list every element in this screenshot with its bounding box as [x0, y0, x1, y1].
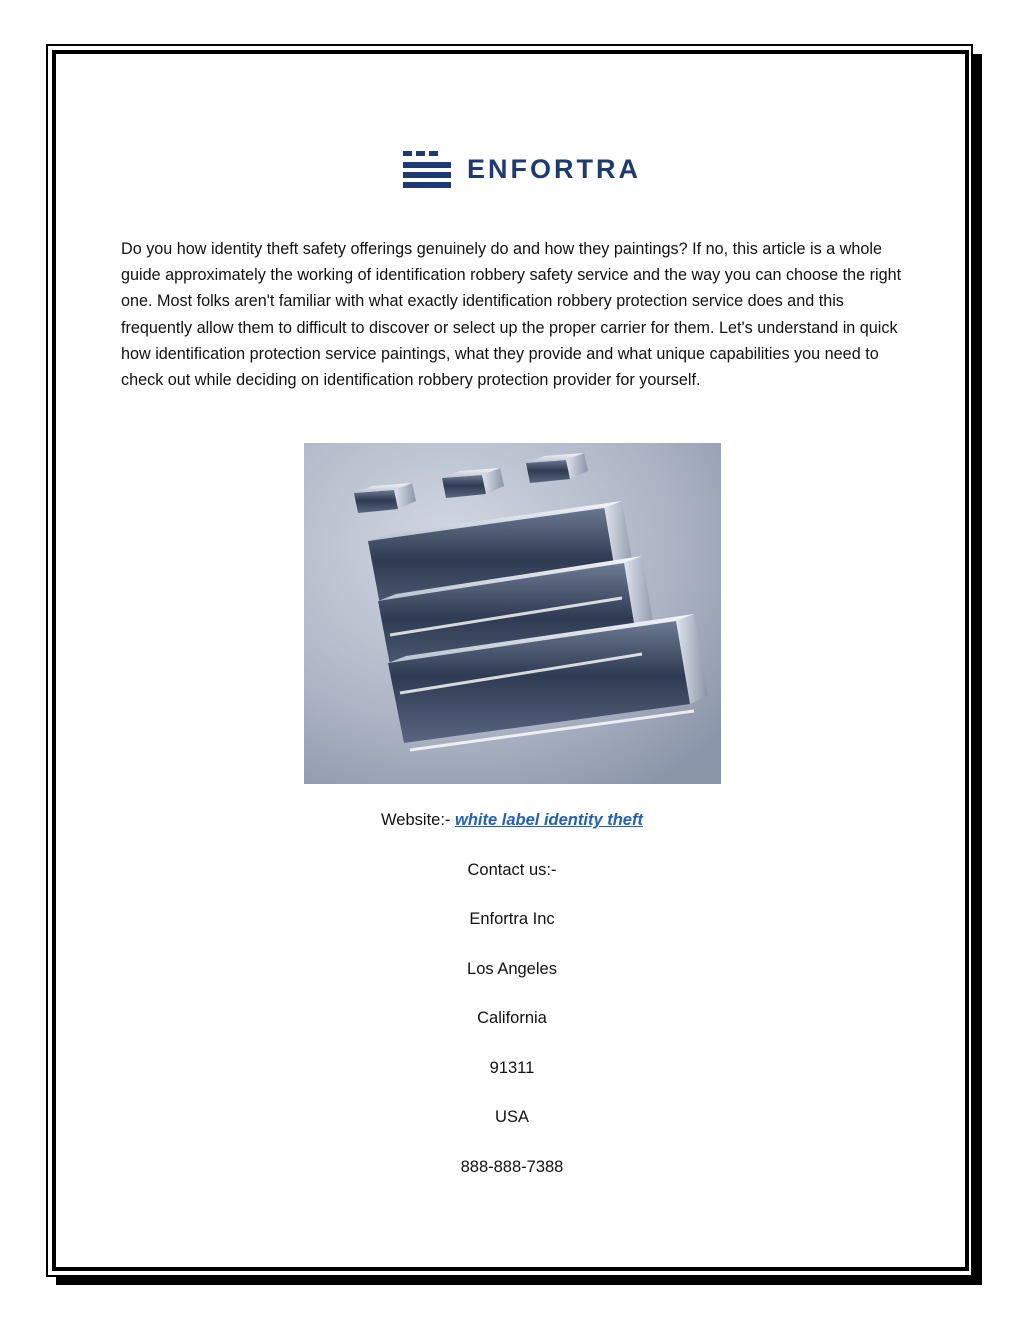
phone-number: 888-888-7388 — [460, 1158, 564, 1176]
brand-name: ENFORTRA — [467, 153, 641, 184]
country: USA — [495, 1108, 529, 1126]
enfortra-logo-icon — [403, 149, 453, 189]
state: California — [477, 1009, 547, 1027]
website-label: Website:- — [381, 811, 451, 829]
website-link[interactable]: white label identity theft — [455, 811, 643, 829]
zip-code: 91311 — [489, 1059, 535, 1077]
website-line — [0, 811, 1024, 830]
contact-label: Contact us:- — [467, 861, 557, 879]
article-paragraph: Do you how identity theft safety offerings genuinely do and how they paintings? If no, this article is a whole guide approximately the working of identification robbery safety service and the way you can choose the right one. Most folks aren't familiar with what exactly identification robbery protection service does and this frequently allow them to difficult to discover or select up the proper carrier for them. Let's understand in quick how identification protection service paintings, what they provide and what unique capabilities you need to check out while deciding on identification robbery protection provider for yourself. — [121, 240, 902, 390]
enfortra-3d-logo-image — [304, 443, 721, 784]
company-name: Enfortra Inc — [469, 910, 555, 928]
city: Los Angeles — [467, 960, 557, 978]
brand-logo — [403, 148, 641, 190]
